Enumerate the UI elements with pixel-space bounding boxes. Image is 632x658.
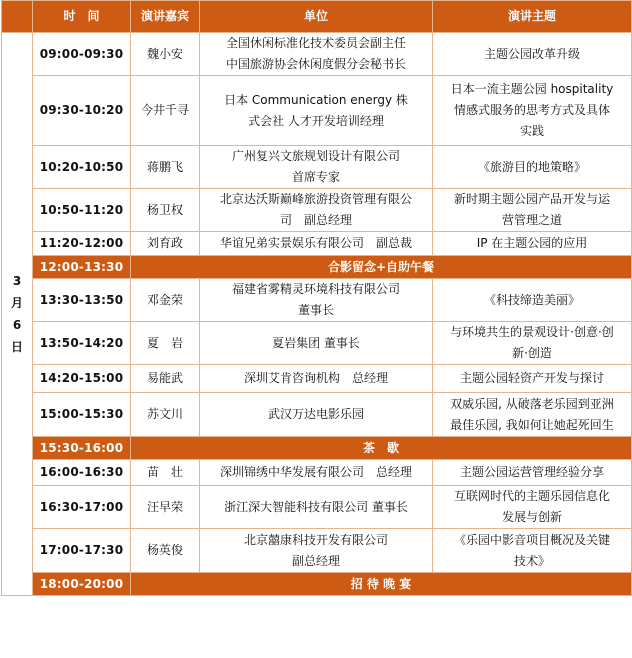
org-line: 司 副总经理 (279, 213, 352, 227)
date-char: 日 (10, 340, 23, 354)
speaker-cell: 今井千寻 (131, 76, 200, 146)
org-cell (200, 486, 433, 529)
session-row (2, 279, 632, 322)
time-cell: 09:00-09:30 (33, 33, 131, 76)
time-cell: 10:50-11:20 (33, 189, 131, 232)
speaker-header: 演讲嘉宾 (131, 1, 200, 33)
org-line: 浙江深大智能科技有限公司 董事长 (224, 499, 408, 514)
org-line: 深圳艾肯咨询机构 总经理 (243, 371, 388, 385)
topic-line: 双威乐园, 从破落老乐园到亚洲 (450, 396, 614, 411)
topic-line: 《科技缔造美丽》 (483, 292, 580, 307)
date-char: 3 (12, 274, 22, 288)
org-line: 夏岩集团 董事长 (272, 335, 360, 350)
speaker-cell: 邓金荣 (131, 279, 200, 322)
topic-cell (433, 486, 632, 529)
topic-header: 演讲主题 (433, 1, 632, 33)
speaker-cell: 魏小安 (131, 33, 200, 76)
topic-cell (433, 146, 632, 189)
time-cell: 09:30-10:20 (33, 76, 131, 146)
org-line: 全国休闲标准化技术委员会副主任 (225, 36, 406, 50)
break-label: 茶 歇 (131, 437, 632, 460)
time-cell: 14:20-15:00 (33, 365, 131, 393)
topic-cell (433, 232, 632, 256)
topic-line: 主题公园运营管理经验分享 (459, 465, 604, 479)
time-header: 时 间 (33, 1, 131, 33)
session-row (2, 76, 632, 146)
org-cell (200, 232, 433, 256)
time-cell: 17:00-17:30 (33, 529, 131, 573)
topic-line: 新时期主题公园产品开发与运 (453, 192, 610, 206)
topic-line: 主题公园改革升级 (483, 46, 580, 61)
break-row (2, 256, 632, 279)
org-cell (200, 76, 433, 146)
topic-line: 日本一流主题公园 hospitality (450, 82, 614, 96)
topic-line: 互联网时代的主题乐园信息化 (453, 489, 610, 503)
schedule-table (1, 0, 632, 596)
speaker-cell: 汪早荣 (131, 486, 200, 529)
topic-line: 《旅游目的地策略》 (477, 159, 586, 174)
org-line: 武汉万达电影乐园 (267, 407, 364, 421)
org-line: 日本 Communication energy 株 (224, 92, 408, 107)
org-cell (200, 529, 433, 573)
topic-line: IP 在主题公园的应用 (476, 236, 588, 250)
topic-cell (433, 322, 632, 365)
topic-line: 主题公园轻资产开发与探讨 (459, 371, 604, 385)
org-cell (200, 365, 433, 393)
schedule-body (2, 33, 632, 596)
time-cell: 18:00-20:00 (33, 573, 131, 596)
topic-cell (433, 33, 632, 76)
org-line: 华谊兄弟实景娱乐有限公司 副总裁 (219, 236, 412, 250)
topic-line: 实践 (519, 124, 544, 138)
speaker-cell: 苗 壮 (131, 460, 200, 486)
org-line: 首席专家 (291, 170, 340, 184)
org-line: 广州复兴文旅规划设计有限公司 (231, 149, 400, 163)
time-cell: 12:00-13:30 (33, 256, 131, 279)
time-cell: 15:30-16:00 (33, 437, 131, 460)
topic-cell (433, 365, 632, 393)
session-row (2, 33, 632, 76)
session-row (2, 486, 632, 529)
date-header (2, 1, 33, 33)
break-label: 合影留念+自助午餐 (131, 256, 632, 279)
topic-line: 新·创造 (512, 346, 552, 360)
org-line: 中国旅游协会休闲度假分会秘书长 (225, 57, 406, 71)
date-cell (2, 33, 33, 596)
org-line: 深圳锦绣中华发展有限公司 总经理 (219, 465, 412, 479)
speaker-cell: 杨卫权 (131, 189, 200, 232)
topic-line: 技术》 (513, 553, 550, 568)
org-cell (200, 189, 433, 232)
topic-line: 发展与创新 (501, 510, 562, 524)
time-cell: 16:30-17:00 (33, 486, 131, 529)
session-row (2, 189, 632, 232)
org-cell (200, 322, 433, 365)
topic-cell (433, 529, 632, 573)
break-row (2, 437, 632, 460)
break-label: 招 待 晚 宴 (131, 573, 632, 596)
org-cell (200, 33, 433, 76)
session-row (2, 460, 632, 486)
session-row (2, 393, 632, 437)
org-line: 副总经理 (291, 553, 340, 568)
topic-line: 《乐园中影音项目概况及关键 (453, 532, 610, 547)
time-cell: 16:00-16:30 (33, 460, 131, 486)
org-cell (200, 279, 433, 322)
topic-line: 最佳乐园, 我如何让她起死回生 (450, 417, 614, 432)
break-row (2, 573, 632, 596)
org-cell (200, 460, 433, 486)
session-row (2, 529, 632, 573)
topic-cell (433, 279, 632, 322)
org-line: 式会社 人才开发培训经理 (248, 113, 384, 128)
session-row (2, 322, 632, 365)
session-row (2, 365, 632, 393)
time-cell: 15:00-15:30 (33, 393, 131, 437)
org-line: 董事长 (297, 303, 334, 317)
topic-cell (433, 189, 632, 232)
topic-cell (433, 460, 632, 486)
speaker-cell: 夏 岩 (131, 322, 200, 365)
time-cell: 13:50-14:20 (33, 322, 131, 365)
org-line: 北京达沃斯巅峰旅游投资管理有限公 (219, 192, 412, 206)
speaker-cell: 刘育政 (131, 232, 200, 256)
topic-cell (433, 393, 632, 437)
date-char: 6 (12, 318, 22, 332)
org-cell (200, 146, 433, 189)
topic-line: 营管理之道 (501, 213, 562, 227)
topic-line: 情感式服务的思考方式及具体 (453, 103, 610, 117)
speaker-cell: 杨英俊 (131, 529, 200, 573)
speaker-cell: 蒋鹏飞 (131, 146, 200, 189)
header-row (2, 1, 632, 33)
session-row (2, 232, 632, 256)
org-line: 北京囍康科技开发有限公司 (243, 532, 388, 547)
time-cell: 13:30-13:50 (33, 279, 131, 322)
org-cell (200, 393, 433, 437)
date-char: 月 (10, 296, 23, 310)
speaker-cell: 易能武 (131, 365, 200, 393)
time-cell: 10:20-10:50 (33, 146, 131, 189)
org-line: 福建省雾精灵环境科技有限公司 (231, 282, 400, 296)
time-cell: 11:20-12:00 (33, 232, 131, 256)
session-row (2, 146, 632, 189)
topic-cell (433, 76, 632, 146)
speaker-cell: 苏文川 (131, 393, 200, 437)
topic-line: 与环境共生的景观设计·创意·创 (450, 325, 614, 339)
org-header: 单位 (200, 1, 433, 33)
